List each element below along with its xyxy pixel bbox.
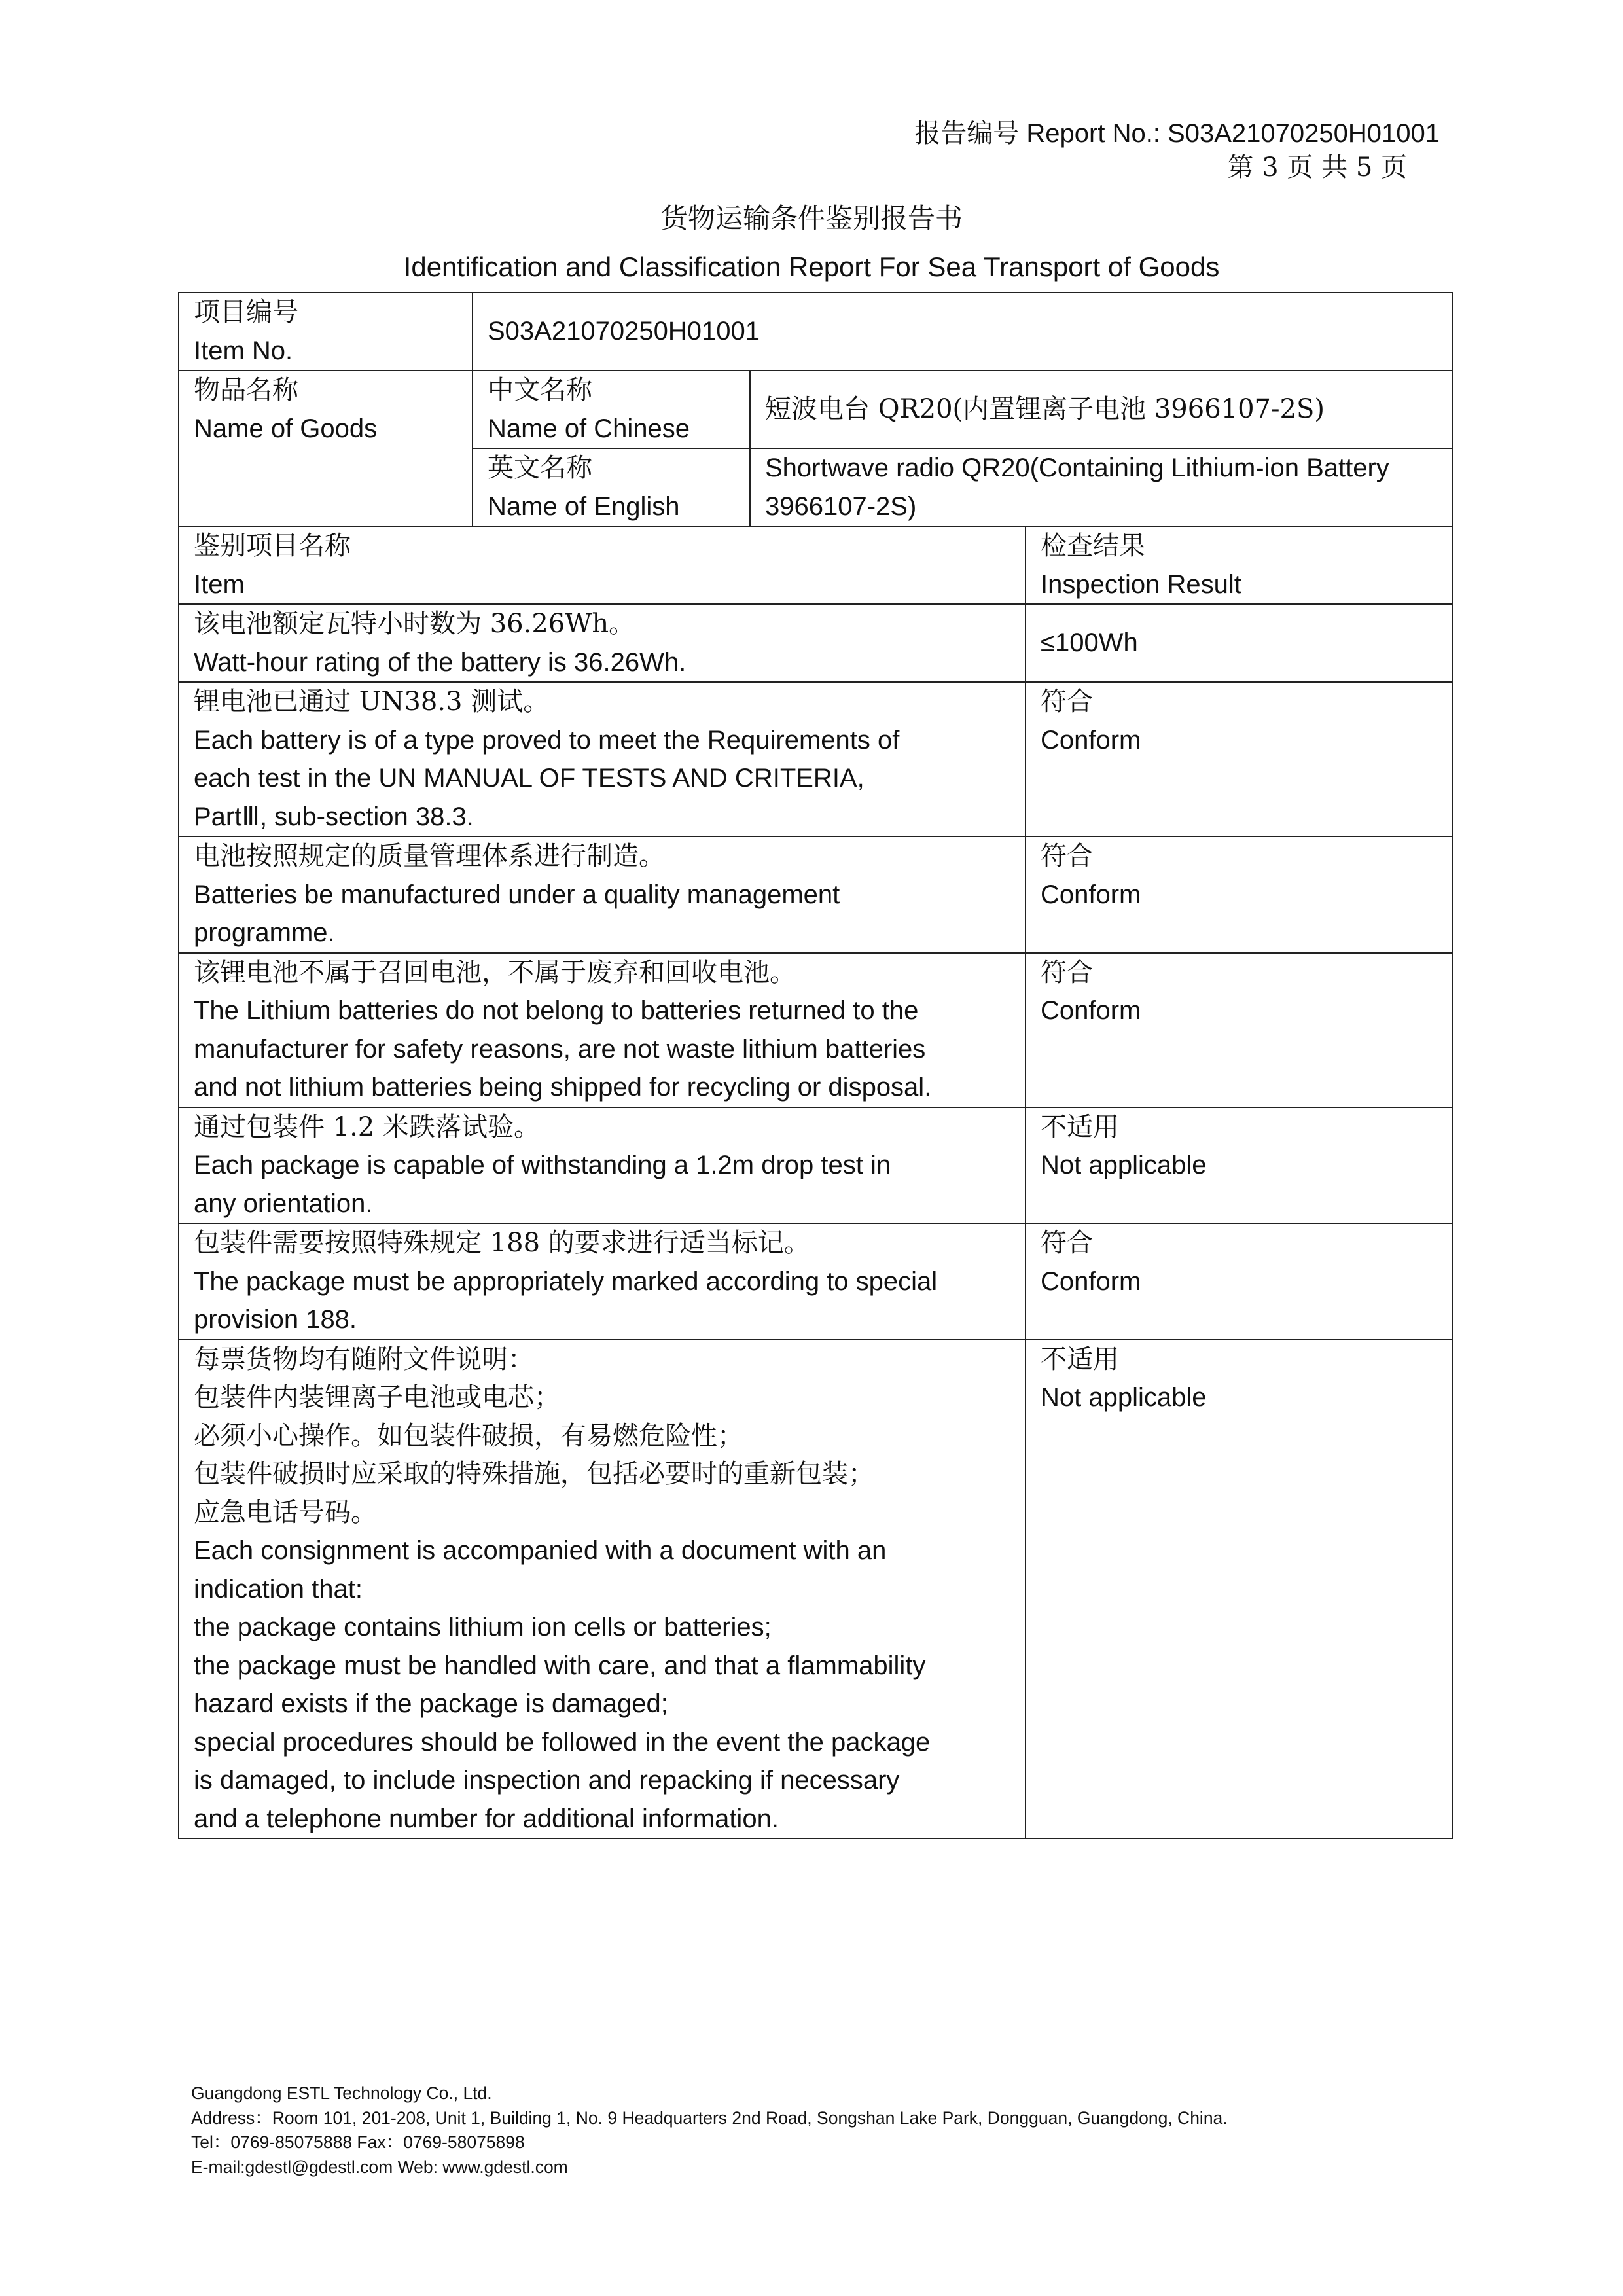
footer-tel: Tel：0769-85075888 Fax：0769-58075898 [191, 2132, 525, 2152]
result-header-cn: 检查结果 [1041, 531, 1145, 561]
table-header-row [179, 526, 1452, 604]
title-chinese: 货物运输条件鉴别报告书 [660, 202, 963, 234]
inspection-result [1026, 1340, 1452, 1839]
item-no-label-en: Item No. [194, 336, 293, 365]
inspection-item-cn-line: 通过包装件 1.2 米跌落试验。 [194, 1111, 541, 1142]
inspection-result [1026, 836, 1452, 953]
inspection-item [179, 682, 1026, 836]
inspection-item-cn-line: 锂电池已通过 UN38.3 测试。 [194, 687, 550, 717]
inspection-result-cn: 符合 [1041, 1228, 1093, 1258]
inspection-result-en: Conform [1041, 996, 1141, 1025]
inspection-result-cn: 不适用 [1041, 1344, 1119, 1374]
item-no-label [179, 293, 473, 370]
inspection-item-en-line: is damaged, to include inspection and repacking if necessary [194, 1766, 900, 1795]
inspection-item [179, 1340, 1026, 1839]
inspection-result-en: Not applicable [1041, 1383, 1207, 1412]
inspection-row [179, 1107, 1452, 1224]
result-header [1026, 526, 1452, 604]
page-number: 第 3 页 共 5 页 [1227, 152, 1407, 183]
inspection-item-en-line: provision 188. [194, 1305, 357, 1334]
inspection-result-cn: 符合 [1041, 957, 1093, 988]
footer-company: Guangdong ESTL Technology Co., Ltd. [191, 2083, 492, 2103]
chinese-name-label-en: Name of Chinese [488, 414, 690, 443]
item-header [179, 526, 1026, 604]
footer [191, 2081, 1228, 2179]
item-header-en: Item [194, 569, 245, 599]
inspection-item [179, 1107, 1026, 1224]
inspection-row [179, 604, 1452, 682]
footer-address: Address：Room 101, 201-208, Unit 1, Building 1, No. 9 Headquarters 2nd Road, Songshan Lake Park, Dongguan, Guangdong, China. [191, 2108, 1228, 2128]
name-of-goods-label-cn: 物品名称 [194, 375, 298, 405]
inspection-result-en: Not applicable [1041, 1151, 1207, 1179]
inspection-item [179, 604, 1026, 682]
inspection-row [179, 1340, 1452, 1839]
inspection-item-en-line: Each battery is of a type proved to meet the Requirements of [194, 725, 900, 755]
inspection-item-en-line: Batteries be manufactured under a quality management [194, 880, 840, 909]
title-english: Identification and Classification Report For Sea Transport of Goods [403, 251, 1220, 282]
inspection-item-en-line: the package must be handled with care, and that a flammability [194, 1651, 926, 1680]
inspection-result [1026, 1223, 1452, 1340]
inspection-item-en-line: hazard exists if the package is damaged; [194, 1689, 668, 1718]
inspection-result-en: Conform [1041, 880, 1141, 909]
inspection-item-cn-line: 该电池额定瓦特小时数为 36.26Wh。 [194, 609, 635, 639]
report-number: 报告编号 Report No.: S03A21070250H01001 [914, 119, 1440, 148]
inspection-item-en-line: each test in the UN MANUAL OF TESTS AND CRITERIA, [194, 764, 865, 793]
inspection-result-en: ≤100Wh [1041, 628, 1138, 658]
inspection-item [179, 836, 1026, 953]
inspection-item-en-line: Watt-hour rating of the battery is 36.26Wh. [194, 647, 687, 677]
inspection-row [179, 953, 1452, 1107]
inspection-item-en-line: the package contains lithium ion cells or batteries; [194, 1613, 772, 1641]
inspection-item-cn-line: 该锂电池不属于召回电池，不属于废弃和回收电池。 [194, 957, 796, 988]
inspection-item-cn-line: 包装件内装锂离子电池或电芯； [194, 1382, 560, 1412]
inspection-result-cn: 不适用 [1041, 1111, 1119, 1142]
item-no-label-cn: 项目编号 [194, 297, 298, 327]
name-chinese-row [179, 370, 1452, 448]
inspection-result [1026, 682, 1452, 836]
inspection-row [179, 1223, 1452, 1340]
inspection-result [1026, 953, 1452, 1107]
item-no-value: S03A21070250H01001 [473, 293, 1452, 370]
result-header-en: Inspection Result [1041, 569, 1241, 599]
inspection-result-cn: 符合 [1041, 841, 1093, 871]
item-no-row [179, 293, 1452, 370]
inspection-item [179, 1223, 1026, 1340]
footer-email: E-mail:gdestl@gdestl.com Web: www.gdestl.com [191, 2157, 568, 2177]
inspection-row [179, 836, 1452, 953]
inspection-result-en: Conform [1041, 1266, 1141, 1296]
inspection-item-en-line: special procedures should be followed in the event the package [194, 1727, 931, 1757]
inspection-item [179, 953, 1026, 1107]
inspection-result-cn: 符合 [1041, 687, 1093, 717]
inspection-item-en-line: indication that: [194, 1574, 363, 1604]
inspection-item-cn-line: 每票货物均有随附文件说明： [194, 1344, 534, 1374]
inspection-item-en-line: and not lithium batteries being shipped for recycling or disposal. [194, 1073, 932, 1102]
english-name-label [473, 448, 750, 526]
inspection-item-cn-line: 应急电话号码。 [194, 1497, 377, 1528]
english-name-label-en: Name of English [488, 492, 680, 521]
inspection-item-cn-line: 包装件破损时应采取的特殊措施，包括必要时的重新包装； [194, 1459, 874, 1489]
name-of-goods-label [179, 370, 473, 526]
inspection-item-en-line: programme. [194, 918, 335, 947]
inspection-item-en-line: PartⅢ, sub-section 38.3. [194, 802, 474, 831]
chinese-name-label-cn: 中文名称 [488, 375, 592, 405]
inspection-item-en-line: Each consignment is accompanied with a document with an [194, 1536, 887, 1565]
inspection-item-en-line: and a telephone number for additional information. [194, 1804, 779, 1833]
chinese-name-value: 短波电台 QR20(内置锂离子电池 3966107-2S) [750, 370, 1452, 448]
english-name-value: Shortwave radio QR20(Containing Lithium-ion Battery 3966107-2S) [750, 448, 1452, 526]
inspection-row [179, 682, 1452, 836]
inspection-item-en-line: The Lithium batteries do not belong to batteries returned to the [194, 996, 919, 1025]
name-of-goods-label-en: Name of Goods [194, 414, 378, 443]
inspection-item-cn-line: 包装件需要按照特殊规定 188 的要求进行适当标记。 [194, 1228, 810, 1258]
inspection-item-en-line: Each package is capable of withstanding a 1.2m drop test in [194, 1151, 891, 1179]
chinese-name-label [473, 370, 750, 448]
item-header-cn: 鉴别项目名称 [194, 531, 351, 561]
inspection-item-en-line: The package must be appropriately marked according to special [194, 1266, 938, 1296]
inspection-item-en-line: manufacturer for safety reasons, are not waste lithium batteries [194, 1034, 926, 1064]
inspection-result-en: Conform [1041, 725, 1141, 755]
report-table [178, 292, 1453, 1839]
inspection-item-cn-line: 电池按照规定的质量管理体系进行制造。 [194, 841, 665, 871]
inspection-result [1026, 604, 1452, 682]
inspection-item-en-line: any orientation. [194, 1189, 373, 1218]
inspection-result [1026, 1107, 1452, 1224]
inspection-item-cn-line: 必须小心操作。如包装件破损，有易燃危险性； [194, 1420, 743, 1451]
english-name-label-cn: 英文名称 [488, 453, 592, 483]
